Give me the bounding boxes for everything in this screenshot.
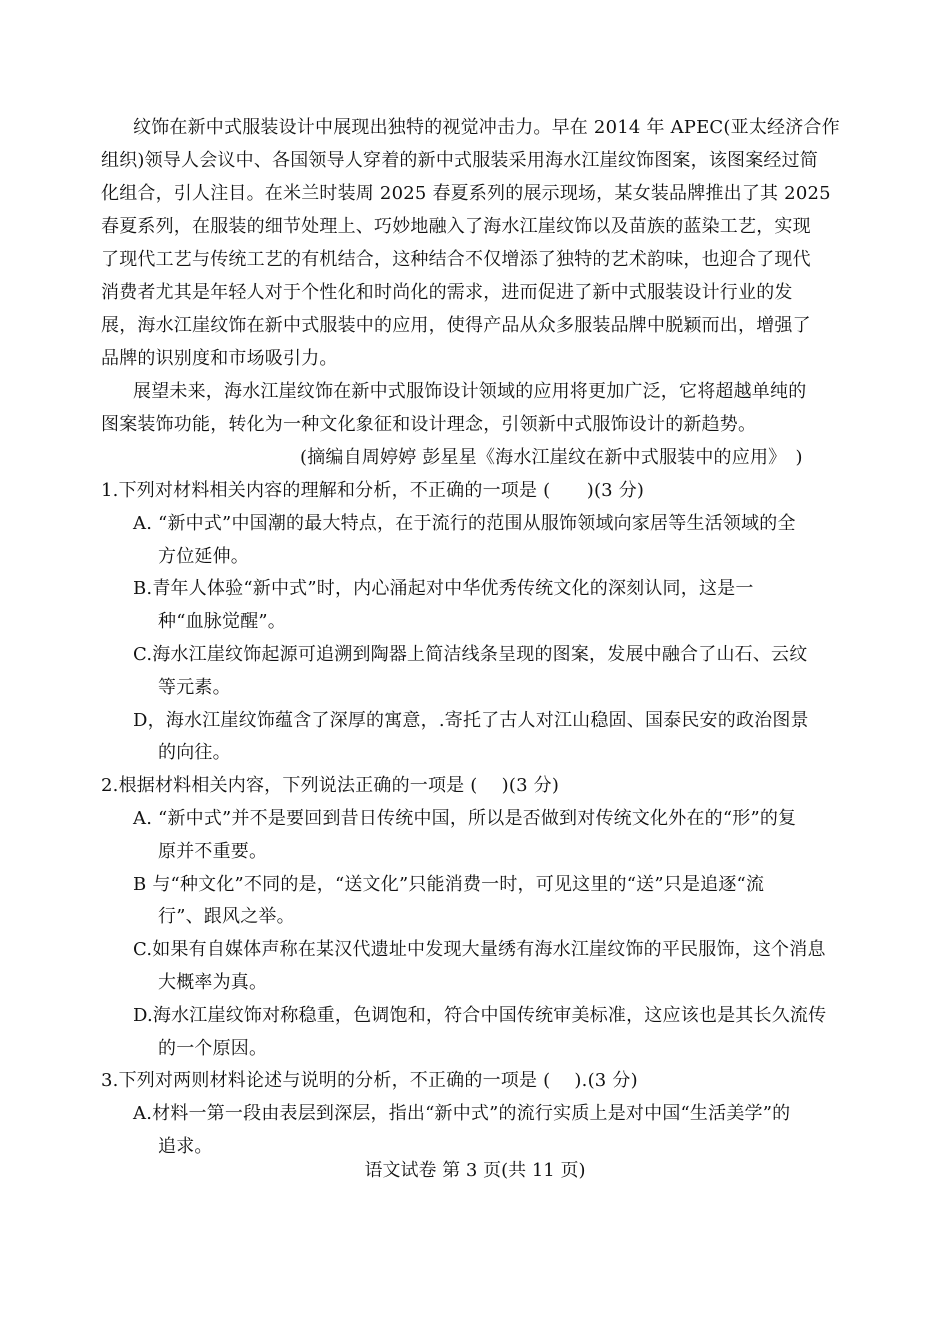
passage-line: 品牌的识别度和市场吸引力。 bbox=[101, 348, 338, 369]
question-option: A. “新中式”中国潮的最大特点，在于流行的范围从服饰领域向家居等生活领域的全 bbox=[133, 513, 796, 534]
passage-line: 了现代工艺与传统工艺的有机结合，这种结合不仅增添了独特的艺术韵味，也迎合了现代 bbox=[101, 249, 811, 270]
question-option: C.海水江崖纹饰起源可追溯到陶器上简洁线条呈现的图案，发展中融合了山石、云纹 bbox=[133, 644, 808, 665]
passage-line: 消费者尤其是年轻人对于个性化和时尚化的需求，进而促进了新中式服装设计行业的发 bbox=[101, 282, 793, 303]
question-stem: 3.下列对两则材料论述与说明的分析，不正确的一项是 ( ).(3 分) bbox=[101, 1070, 638, 1091]
question-option-cont: 原并不重要。 bbox=[158, 841, 268, 862]
question-option: A.材料一第一段由表层到深层，指出“新中式”的流行实质上是对中国“生活美学”的 bbox=[133, 1103, 791, 1124]
page-footer: 语文试卷 第 3 页(共 11 页) bbox=[364, 1160, 586, 1181]
question-option-cont: 行”、跟风之举。 bbox=[158, 906, 295, 927]
question-option: D.海水江崖纹饰对称稳重，色调饱和，符合中国传统审美标准，这应该也是其长久流传 bbox=[133, 1005, 827, 1026]
passage-line: 展，海水江崖纹饰在新中式服装中的应用，使得产品从众多服装品牌中脱颖而出，增强了 bbox=[101, 315, 811, 336]
passage-line: 图案装饰功能，转化为一种文化象征和设计理念，引领新中式服饰设计的新趋势。 bbox=[101, 414, 757, 435]
question-option: B.青年人体验“新中式”时，内心涌起对中华优秀传统文化的深刻认同，这是一 bbox=[133, 578, 754, 599]
question-option: A. “新中式”并不是要回到昔日传统中国，所以是否做到对传统文化外在的“形”的复 bbox=[133, 808, 797, 829]
question-option-cont: 种“血脉觉醒”。 bbox=[158, 611, 287, 632]
passage-source: (摘编自周婷婷 彭星星《海水江崖纹在新中式服装中的应用》 ) bbox=[300, 447, 803, 468]
passage-line: 纹饰在新中式服装设计中展现出独特的视觉冲击力。早在 2014 年 APEC(亚太经济合作 bbox=[133, 117, 840, 138]
question-option: D，海水江崖纹饰蕴含了深厚的寓意，.寄托了古人对江山稳固、国泰民安的政治图景 bbox=[133, 710, 809, 731]
passage-line: 春夏系列，在服装的细节处理上、巧妙地融入了海水江崖纹饰以及苗族的蓝染工艺，实现 bbox=[101, 216, 811, 237]
question-stem: 1.下列对材料相关内容的理解和分析，不正确的一项是 ( )(3 分) bbox=[101, 480, 645, 501]
question-option: C.如果有自媒体声称在某汉代遗址中发现大量绣有海水江崖纹饰的平民服饰，这个消息 bbox=[133, 939, 826, 960]
question-option: B 与“种文化”不同的是，“送文化”只能消费一时，可见这里的“送”只是追逐“流 bbox=[133, 874, 765, 895]
passage-line: 化组合，引人注目。在米兰时装周 2025 春夏系列的展示现场，某女装品牌推出了其 2025 bbox=[101, 183, 831, 204]
question-option-cont: 的一个原因。 bbox=[158, 1038, 268, 1059]
passage-line: 展望未来，海水江崖纹饰在新中式服饰设计领域的应用将更加广泛，它将超越单纯的 bbox=[133, 381, 807, 402]
question-stem: 2.根据材料相关内容，下列说法正确的一项是 ( )(3 分) bbox=[101, 775, 560, 796]
question-option-cont: 的向往。 bbox=[158, 742, 231, 763]
question-option-cont: 等元素。 bbox=[158, 677, 231, 698]
question-option-cont: 大概率为真。 bbox=[158, 972, 268, 993]
question-option-cont: 方位延伸。 bbox=[158, 546, 249, 567]
passage-line: 组织)领导人会议中、各国领导人穿着的新中式服装采用海水江崖纹饰图案，该图案经过简 bbox=[101, 150, 819, 171]
question-option-cont: 追求。 bbox=[158, 1136, 213, 1157]
